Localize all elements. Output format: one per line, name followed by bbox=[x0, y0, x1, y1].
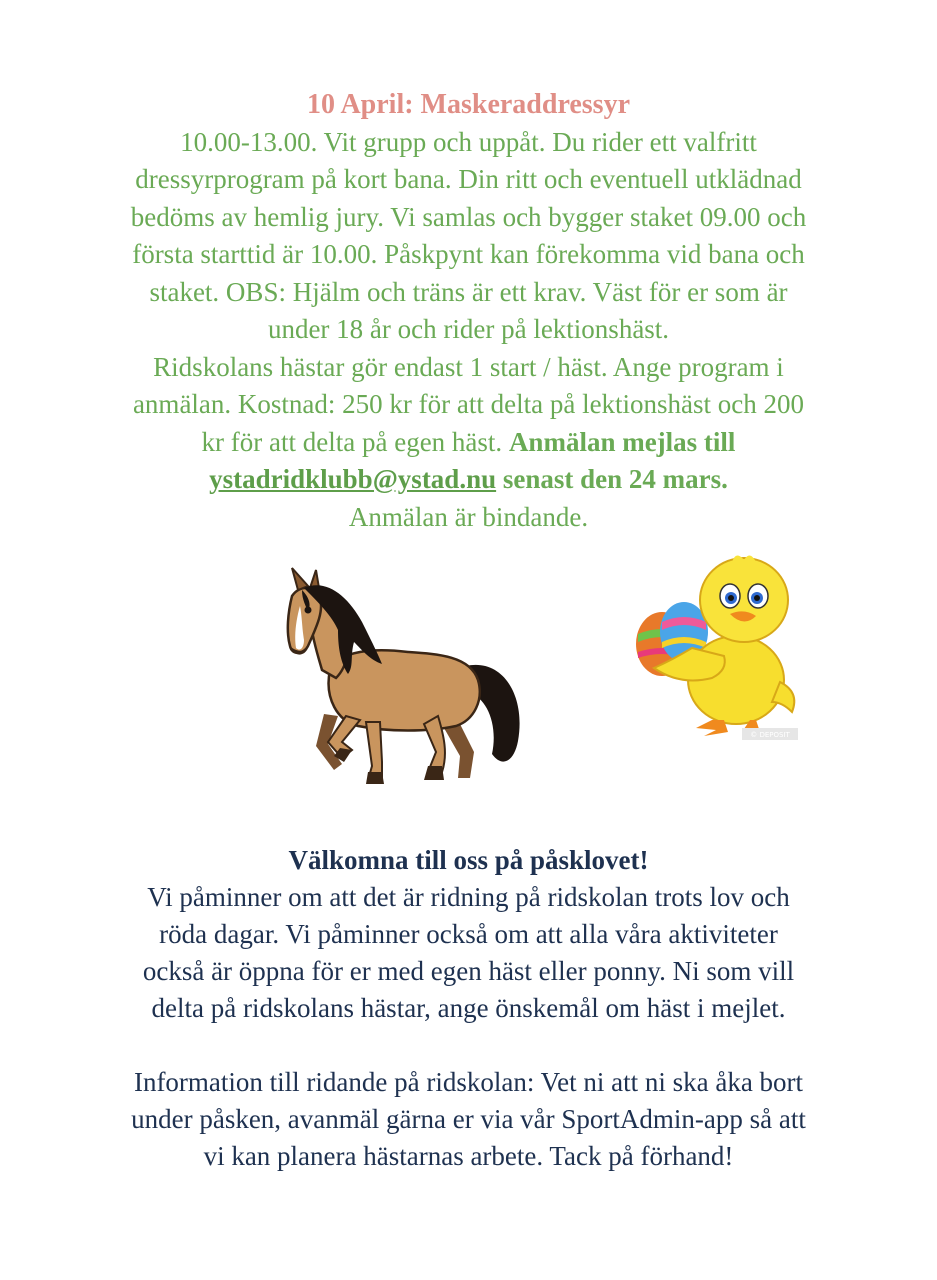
deadline-text: senast den 24 mars. bbox=[502, 464, 728, 494]
chick-illustration bbox=[632, 552, 802, 742]
horse-illustration bbox=[278, 566, 528, 798]
welcome-section bbox=[90, 842, 847, 1175]
info-line: Information till ridande på ridskolan: Vet ni att ni ska åka bort bbox=[133, 1067, 804, 1097]
watermark-text: © DEPOSIT bbox=[750, 731, 790, 739]
welcome-line: röda dagar. Vi påminner också om att alla våra aktiviteter bbox=[159, 919, 778, 949]
paragraph-gap bbox=[90, 1027, 847, 1064]
event-title: 10 April: Maskeraddressyr bbox=[306, 89, 631, 120]
event-line: under 18 år och rider på lektionshäst. bbox=[267, 314, 670, 344]
welcome-heading: Välkomna till oss på påsklovet! bbox=[288, 845, 649, 875]
welcome-line: också är öppna för er med egen häst eller ponny. Ni som vill bbox=[142, 956, 795, 986]
event-line bbox=[90, 461, 847, 499]
event-line: dressyrprogram på kort bana. Din ritt och eventuell utklädnad bbox=[135, 164, 802, 194]
signup-instruction: Anmälan mejlas till bbox=[508, 426, 736, 457]
event-line: första starttid är 10.00. Påskpynt kan förekomma vid bana och bbox=[132, 239, 805, 269]
binding-note: Anmälan är bindande. bbox=[348, 501, 589, 532]
event-section bbox=[90, 86, 847, 536]
event-line: staket. OBS: Hjälm och träns är ett krav. Väst för er som är bbox=[149, 276, 788, 307]
welcome-line: Vi påminner om att det är ridning på ridskolan trots lov och bbox=[147, 882, 790, 912]
event-line: anmälan. Kostnad: 250 kr för att delta på lektionshäst och 200 bbox=[132, 389, 805, 419]
event-line bbox=[90, 424, 847, 462]
info-line: under påsken, avanmäl gärna er via vår SportAdmin-app så att bbox=[131, 1104, 806, 1134]
event-line: Ridskolans hästar gör endast 1 start / häst. Ange program i bbox=[153, 351, 784, 382]
welcome-line: delta på ridskolans hästar, ange önskemål om häst i mejlet. bbox=[151, 993, 786, 1023]
info-line: vi kan planera hästarnas arbete. Tack på förhand! bbox=[203, 1141, 734, 1171]
cost-text: kr för att delta på egen häst. bbox=[201, 426, 503, 457]
event-line: 10.00-13.00. Vit grupp och uppåt. Du rider ett valfritt bbox=[180, 126, 757, 157]
event-line: bedöms av hemlig jury. Vi samlas och bygger staket 09.00 och bbox=[130, 201, 807, 232]
email-link[interactable]: ystadridklubb@ystad.nu bbox=[209, 464, 497, 494]
